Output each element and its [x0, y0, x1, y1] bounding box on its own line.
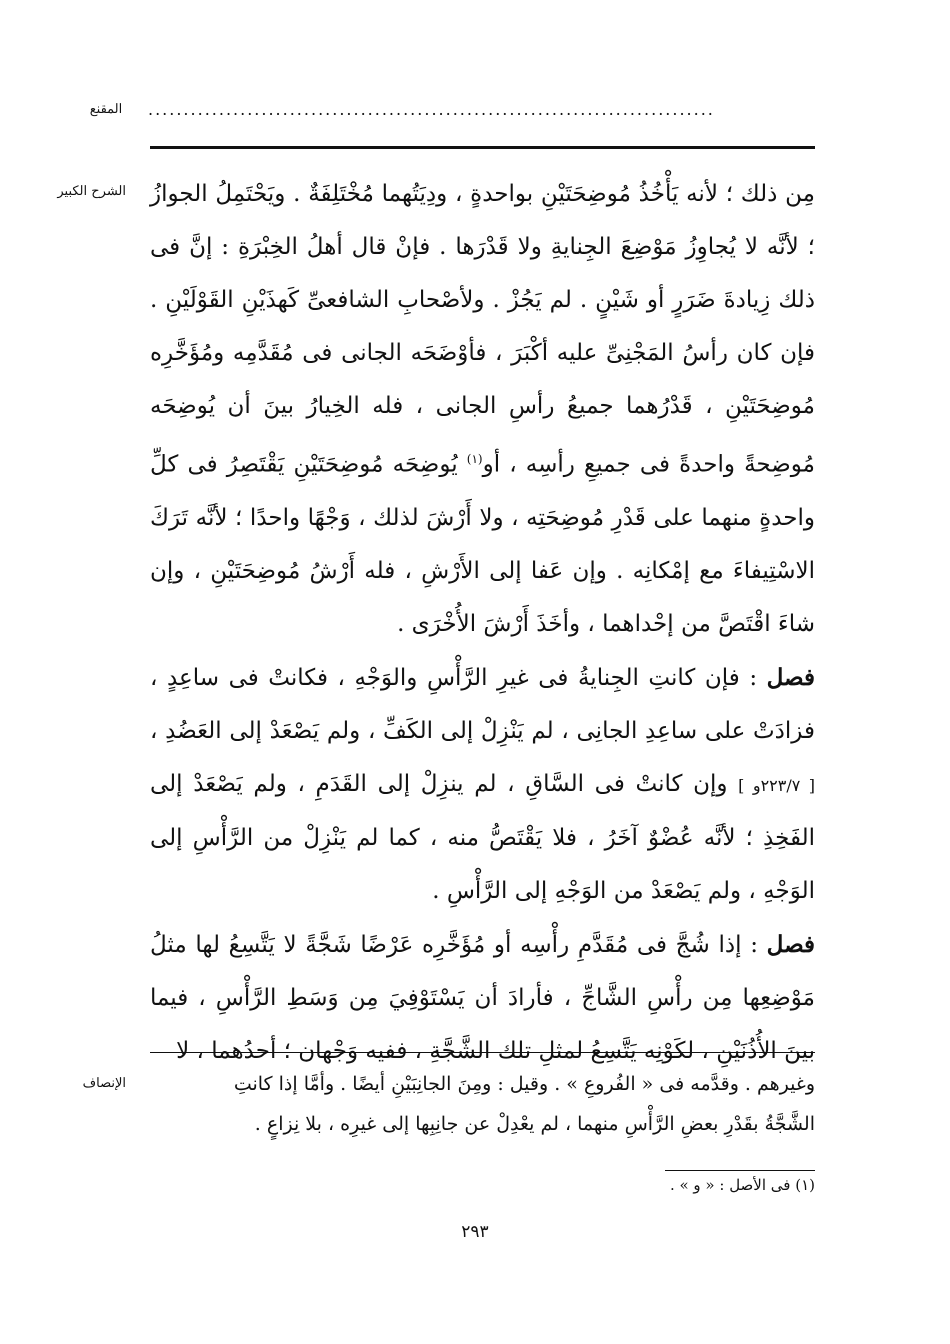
fasl-2 — [150, 918, 815, 1078]
footnote-1: (١) فى الأصل : « و » . — [669, 1176, 815, 1194]
manuscript-ref: [ ٢٢٣/٧و ] — [738, 775, 816, 795]
fasl-2-heading: فصل — [766, 930, 816, 958]
fasl-1 — [150, 651, 815, 918]
paragraph-1-text: مِن ذلك ؛ لأنه يَأْخُذُ مُوضِحَتَيْنِ بواحدةٍ ، ودِيَتُهما مُخْتَلِفَةٌ . ويَحْتَمِلُ الجوازُ ؛ لأنَّه لا يُجاوِزُ مَوْضِعَ الجِنايةِ ولا قَدْرَها . فإنْ قال أهلُ الخِبْرَةِ : إنَّ فى ذلك زِيادةَ ضَرَرٍ أو شَيْنٍ . لم يَجُزْ . ولأصْحابِ الشافعىِّ كَهذَيْنِ القَوْلَيْنِ . فإن كان رأسُ المَجْنِىِّ عليه أكْبَرَ ، فأوْضَحَه الجانى فى مُقَدَّمِه ومُؤَخَّرِه مُوضِحَتَيْنِ ، قَدْرُهما جميعُ رأسِ الجانى ، فله الخِيارُ بينَ أن يُوضِحَه مُوضِحةً واحدةً فى جميعِ رأسِه ، أو — [150, 181, 815, 478]
insaf-line-2: الشَّجَّةُ بقَدْرِ بعضِ الرَّأْسِ منهما ، لم يعْدِلْ عن جانِبِها إلى غيرِه ، بلا نِزاعٍ . — [254, 1113, 815, 1135]
paragraph-1 — [150, 168, 815, 651]
insaf-line-1: وغيرهم . وقدَّمه فى « الفُروعِ » . وقيل : ومِنَ الجانِبَيْنِ أيضًا . وأمَّا إذا كانتِ — [233, 1073, 815, 1095]
insaf-text — [150, 1064, 815, 1144]
book-title: المقنع — [89, 102, 123, 117]
header-rule — [150, 146, 815, 149]
fasl-1-heading: فصل — [766, 663, 815, 691]
fasl-1-text-b: وإن كانتْ فى السَّاقِ ، لم ينزِلْ إلى القَدَمِ ، ولم يَصْعَدْ إلى الفَخِذِ ؛ لأنَّه عُضْوٌ آخَرُ ، فلا يَقْتَصُّ منه ، كما لم يَنْزِلْ من الرَّأْسِ إلى الوَجْهِ ، ولم يَصْعَدْ من الوَجْهِ إلى الرَّأْسِ . — [150, 770, 815, 904]
side-label-insaf: الإنصاف — [82, 1076, 126, 1091]
insaf-divider — [150, 1052, 815, 1053]
fasl-2-text: : إذا شُجَّ فى مُقَدَّمِ رأْسِه أو مُؤَخَّرِه عَرْضًا شَجَّةً لا يَتَّسِعُ لها مثلُ مَوْضِعِها مِن رأْسِ الشَّاجِّ ، فأرادَ أن يَسْتَوْفِيَ مِن وَسَطِ الرَّأْسِ ، فيما بينَ الأُذُنَيْنِ ، لكَوْنِه يَتَّسِعُ لمثلِ تلك الشَّجَّةِ ، ففيه وَجْهان ؛ أحدُهما ، لا — [150, 931, 815, 1064]
header-dotted-leader: ................................................................................ — [148, 100, 715, 119]
page-number: ٢٩٣ — [461, 1222, 489, 1242]
fasl-1-text-a: : فإن كانتِ الجِنايةُ فى غيرِ الرَّأْسِ والوَجْهِ ، فكانتْ فى ساعِدٍ ، فزادَتْ على ساعِدِ الجانِى ، لم يَنْزِلْ إلى الكَفِّ ، ولم يَصْعَدْ إلى العَضُدِ ، — [150, 664, 815, 744]
paragraph-1-continuation: يُوضِحَه مُوضِحَتَيْنِ يَقْتَصِرُ فى كلِّ واحدةٍ منهما على قَدْرِ مُوضِحَتِه ، ولا أَرْشَ لذلك ، وَجْهًا واحدًا ؛ لأنَّه تَرَكَ الاسْتِيفاءَ مع إمْكانِه . وإن عَفا إلى الأَرْشِ ، فله أَرْشُ مُوضِحَتَيْنِ ، وإن شاءَ اقْتَصَّ من إحْداهما ، وأخَذَ أَرْشَ الأُخْرَى . — [150, 451, 815, 637]
main-text — [150, 168, 815, 1078]
side-label-sharh: الشرح الكبير — [57, 184, 126, 199]
footnote-ref-1: (١) — [466, 452, 483, 466]
footnote-rule — [665, 1170, 815, 1171]
